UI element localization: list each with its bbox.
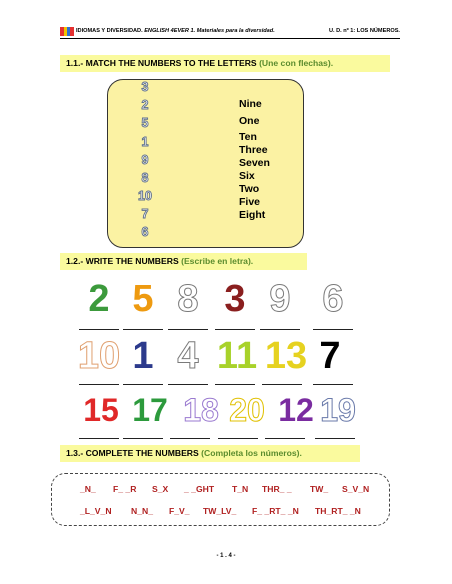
word-to-complete: F_ _RT_ _N: [252, 506, 299, 516]
answer-line: [168, 329, 208, 330]
match-number: 10: [138, 189, 152, 203]
word-to-complete: S_V_N: [342, 484, 370, 494]
section-2-title: 1.2.- WRITE THE NUMBERS (Escribe en letra).: [60, 253, 307, 270]
match-word: Five: [239, 196, 261, 208]
header-unit: U. D. nº 1: LOS NÚMEROS.: [328, 28, 400, 34]
answer-line: [168, 384, 208, 385]
match-word: One: [239, 115, 260, 127]
section-1-title: 1.1.- MATCH THE NUMBERS TO THE LETTERS (Une con flechas).: [60, 55, 390, 72]
word-to-complete: THR_ _: [262, 484, 292, 494]
number-to-write: 3: [224, 278, 246, 320]
number-to-write: 10: [77, 335, 121, 377]
complete-box: [51, 473, 390, 526]
number-to-write: 2: [88, 278, 110, 320]
number-to-write: 6: [322, 278, 344, 320]
word-to-complete: TH_RT_ _N: [315, 506, 361, 516]
match-number: 2: [141, 98, 149, 112]
word-to-complete: TW_LV_: [203, 506, 237, 516]
match-number: 8: [141, 171, 149, 185]
word-to-complete: _ _GHT: [184, 484, 215, 494]
answer-line: [313, 384, 353, 385]
match-number: 5: [141, 116, 149, 130]
word-to-complete: TW_: [310, 484, 329, 494]
answer-line: [262, 384, 302, 385]
word-to-complete: F_ _R: [113, 484, 137, 494]
word-to-complete: _N_: [80, 484, 96, 494]
answer-line: [123, 329, 163, 330]
answer-line: [215, 384, 255, 385]
page-number: - 1 . 4 -: [216, 553, 236, 559]
number-to-write: 4: [177, 335, 199, 377]
match-word: Eight: [239, 209, 266, 221]
match-number: 3: [141, 80, 149, 94]
number-to-write: 1: [132, 335, 154, 377]
number-to-write: 12: [278, 392, 314, 428]
number-to-write: 5: [132, 278, 154, 320]
match-number: 1: [141, 135, 149, 149]
number-to-write: 20: [229, 392, 265, 428]
match-number: 6: [141, 225, 149, 239]
number-to-write: 7: [319, 335, 341, 377]
answer-line: [123, 384, 163, 385]
match-word: Three: [239, 144, 268, 156]
match-number: 7: [141, 207, 149, 221]
answer-line: [215, 329, 255, 330]
word-to-complete: F_V_: [169, 506, 190, 516]
answer-line: [170, 438, 210, 439]
number-to-write: 19: [320, 392, 356, 428]
section-3-title: 1.3.- COMPLETE THE NUMBERS (Completa los números).: [60, 445, 360, 462]
answer-line: [218, 438, 258, 439]
number-to-write: 18: [183, 392, 219, 428]
answer-line: [79, 384, 119, 385]
header-divider: [60, 38, 400, 39]
answer-line: [315, 438, 355, 439]
number-to-write: 8: [177, 278, 199, 320]
number-to-write: 9: [269, 278, 291, 320]
number-to-write: 15: [83, 392, 119, 428]
number-to-write: 11: [216, 335, 258, 377]
header-title: IDIOMAS Y DIVERSIDAD. ENGLISH 4EVER 1. Materiales para la diversidad.: [76, 28, 275, 34]
answer-line: [79, 329, 119, 330]
match-word: Nine: [239, 98, 262, 110]
number-to-write: 13: [264, 335, 308, 377]
word-to-complete: N_N_: [131, 506, 153, 516]
answer-line: [79, 438, 119, 439]
word-to-complete: S_X: [152, 484, 169, 494]
match-number: 9: [141, 153, 149, 167]
answer-line: [260, 329, 300, 330]
answer-line: [265, 438, 305, 439]
word-to-complete: T_N: [232, 484, 249, 494]
match-word: Two: [239, 183, 260, 195]
word-to-complete: _L_V_N: [80, 506, 112, 516]
answer-line: [313, 329, 353, 330]
answer-line: [123, 438, 163, 439]
match-word: Seven: [239, 157, 270, 169]
number-to-write: 17: [132, 392, 168, 428]
logo-icon: [60, 27, 74, 36]
match-word: Six: [239, 170, 255, 182]
match-word: Ten: [239, 131, 257, 143]
